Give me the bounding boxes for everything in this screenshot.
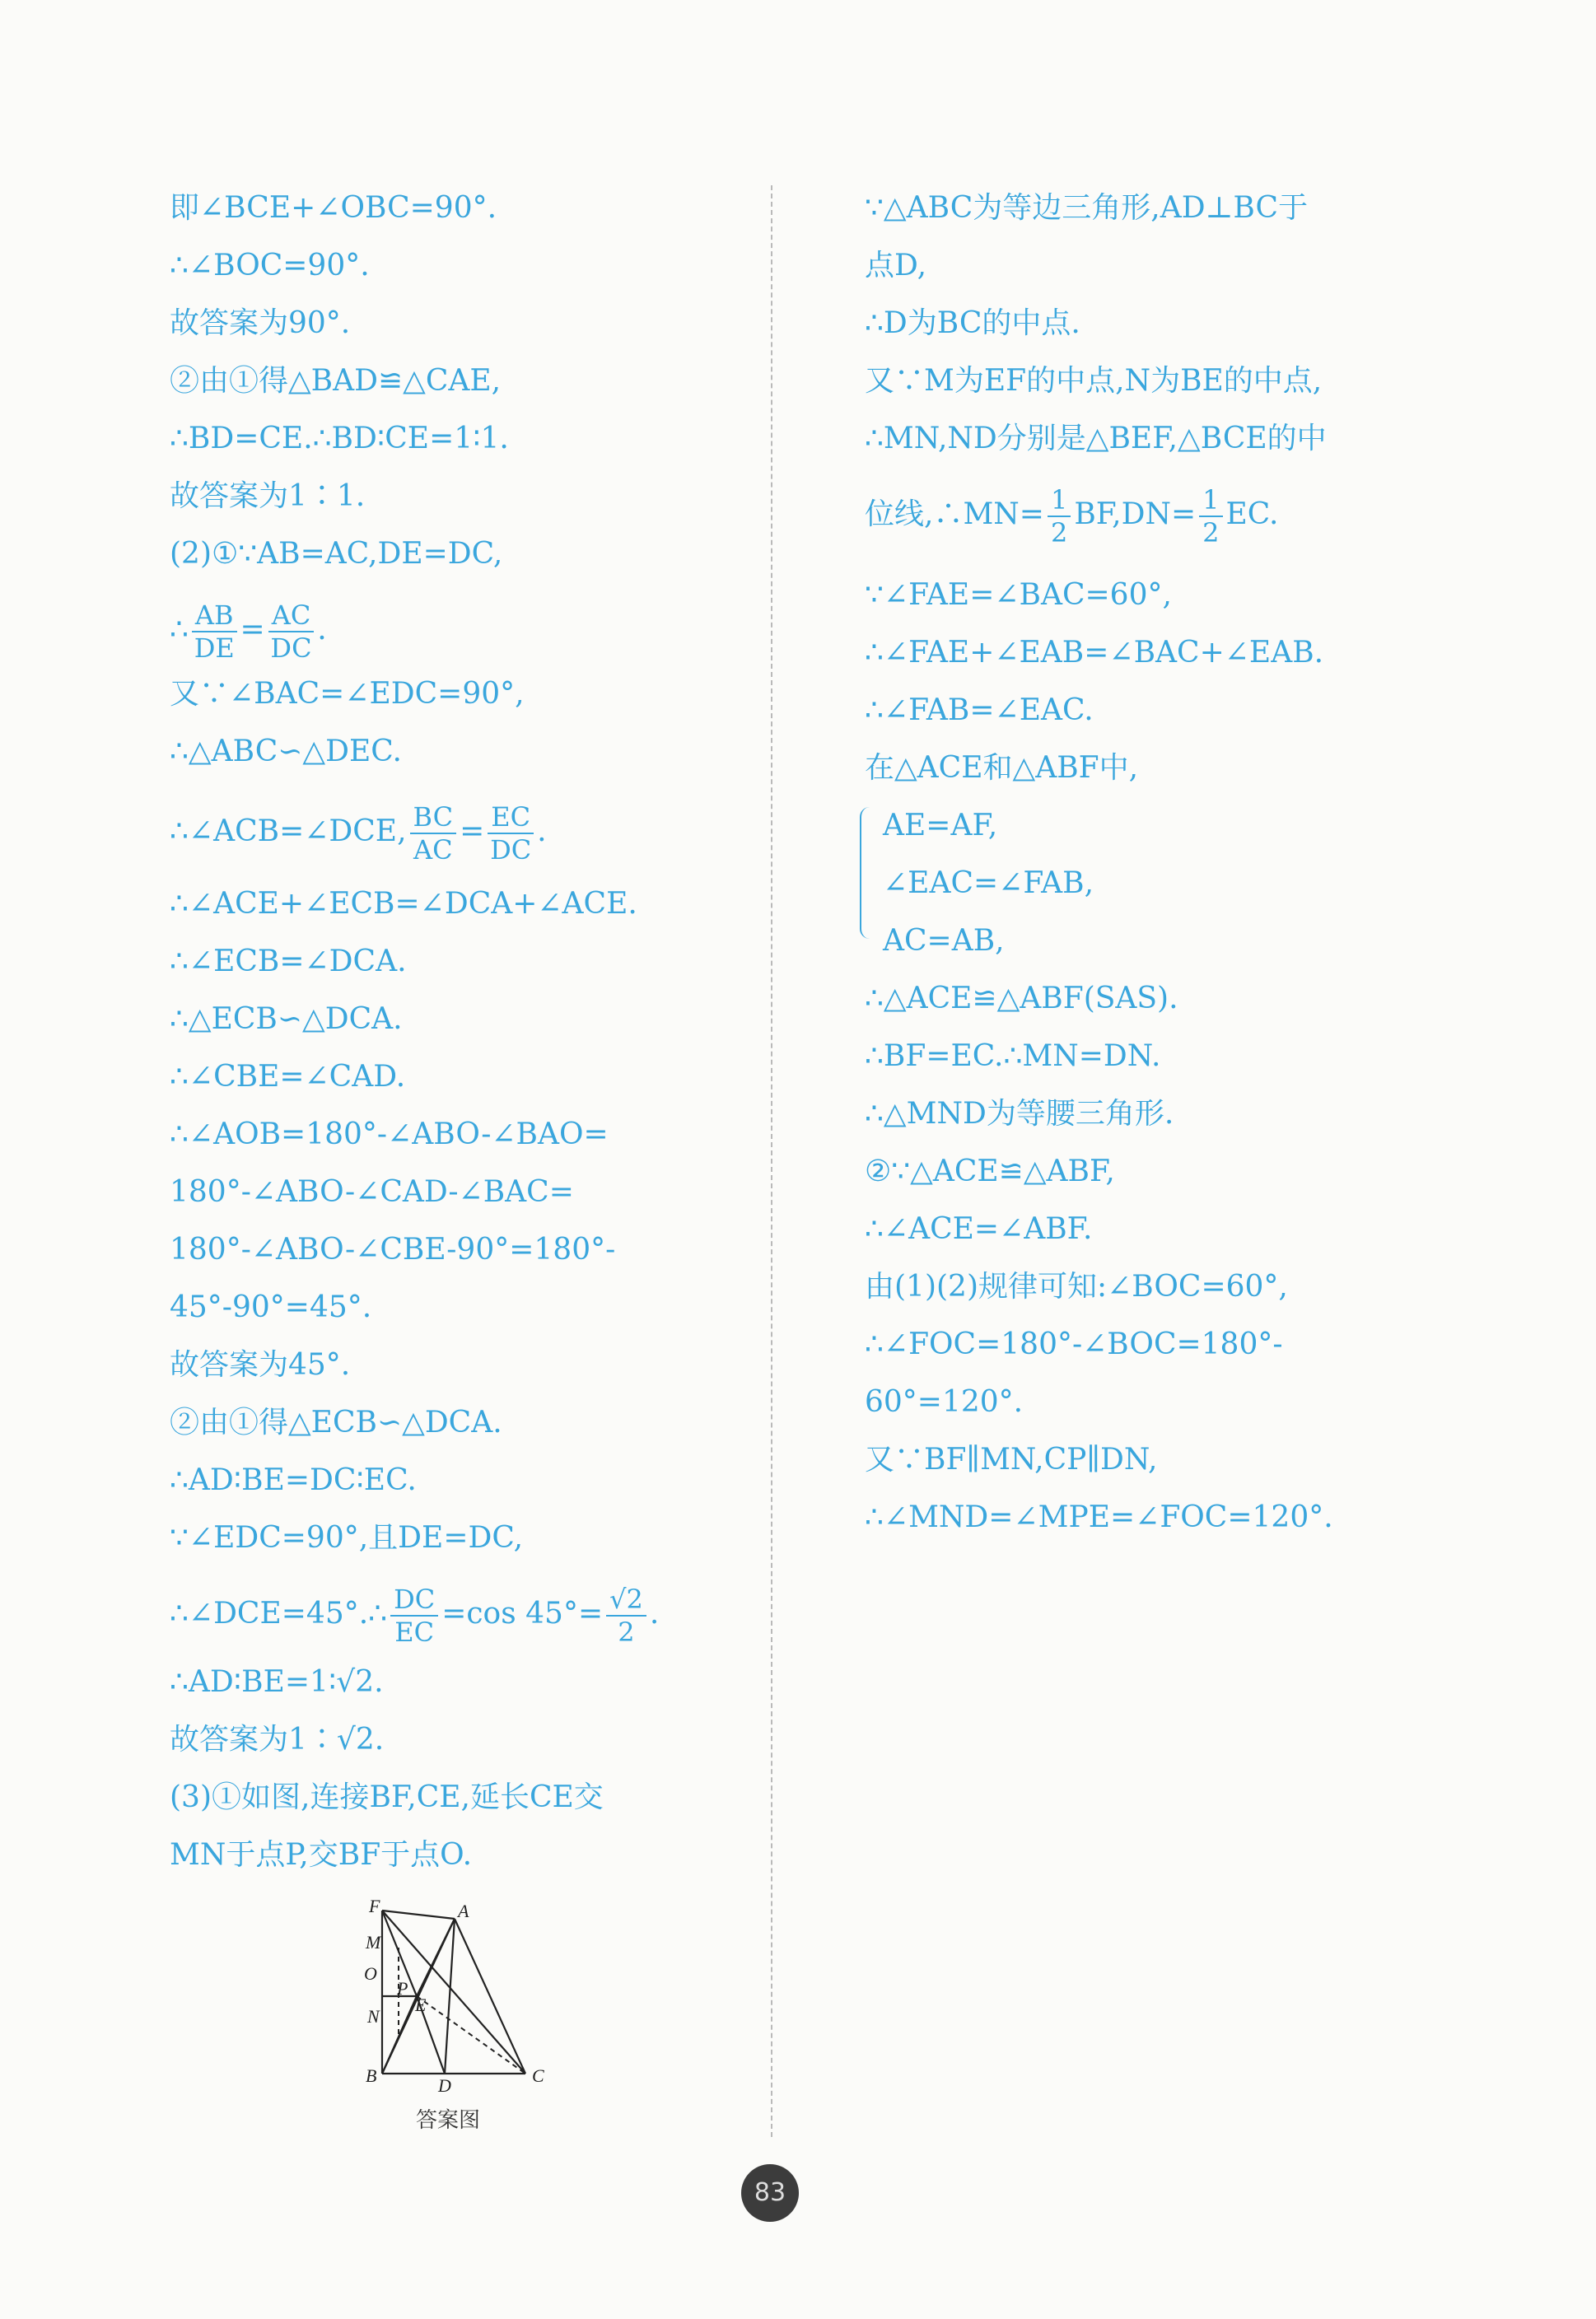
text-line: 故答案为1∶1. <box>170 479 366 513</box>
math-line <box>865 482 1278 548</box>
fraction-numerator: DC <box>390 1584 438 1617</box>
text-line: ∴BD=CE.∴BD∶CE=1∶1. <box>170 422 509 455</box>
fraction-denominator: EC <box>394 1617 435 1648</box>
fraction-numerator: AB <box>192 600 237 632</box>
text-segment: 位线,∴MN= <box>865 497 1044 531</box>
fraction <box>410 801 457 866</box>
text-line: ∵∠FAE=∠BAC=60°, <box>865 578 1172 612</box>
fraction-numerator: √2 <box>606 1584 646 1617</box>
fraction <box>390 1584 438 1648</box>
text-line: ∴∠FAE+∠EAB=∠BAC+∠EAB. <box>865 636 1324 670</box>
text-line: ∴∠MND=∠MPE=∠FOC=120°. <box>865 1500 1333 1534</box>
text-line: ∴△MND为等腰三角形. <box>865 1097 1174 1131</box>
text-line: (3)①如图,连接BF,CE,延长CE交 <box>170 1780 604 1814</box>
text-line: ∴AD∶BE=DC∶EC. <box>170 1463 417 1497</box>
text-line: 故答案为45°. <box>170 1348 351 1382</box>
fraction-numerator: AC <box>268 600 315 632</box>
text-line: ∴∠BOC=90°. <box>170 249 370 282</box>
fraction-denominator: DC <box>490 834 532 866</box>
figure-caption: 答案图 <box>416 2108 481 2133</box>
text-line: 点D, <box>865 249 927 282</box>
text-line: AE=AF, <box>883 809 998 842</box>
math-line <box>170 799 547 865</box>
fraction-numerator: EC <box>488 801 534 834</box>
text-line: ∴∠AOB=180°-∠ABO-∠BAO= <box>170 1118 609 1151</box>
point-label-b: B <box>366 2065 377 2086</box>
text-line: 又∵∠BAC=∠EDC=90°, <box>170 677 525 711</box>
fraction <box>268 600 315 664</box>
text-line: 180°-∠ABO-∠CBE-90°=180°- <box>170 1233 616 1267</box>
fraction-denominator: DC <box>270 632 312 664</box>
text-line: ∴BF=EC.∴MN=DN. <box>865 1039 1161 1073</box>
text-line: ∴D为BC的中点. <box>865 306 1080 340</box>
fraction-denominator: 2 <box>1050 517 1068 548</box>
math-line <box>170 1581 659 1647</box>
text-line: 即∠BCE+∠OBC=90°. <box>170 191 497 225</box>
text-segment: BF,DN= <box>1074 497 1197 531</box>
text-segment: ∴ <box>170 613 189 646</box>
fraction-numerator: 1 <box>1199 484 1222 517</box>
text-line: ∵∠EDC=90°,且DE=DC, <box>170 1521 524 1555</box>
fraction <box>1199 484 1222 548</box>
fraction-denominator: 2 <box>618 1617 635 1648</box>
text-line: (2)①∵AB=AC,DE=DC, <box>170 537 503 571</box>
text-segment: =cos 45°= <box>441 1597 604 1631</box>
fraction <box>606 1584 646 1648</box>
point-label-f: F <box>369 1896 380 1916</box>
fraction-numerator: 1 <box>1048 484 1071 517</box>
text-line: 故答案为1∶√2. <box>170 1723 385 1757</box>
text-line: ∴∠CBE=∠CAD. <box>170 1060 406 1094</box>
text-line: ②由①得△BAD≌△CAE, <box>170 364 502 398</box>
text-line: 故答案为90°. <box>170 306 351 340</box>
text-line: ∠EAC=∠FAB, <box>883 866 1094 900</box>
text-segment: . <box>537 814 547 848</box>
point-label-p: P <box>397 1978 408 1999</box>
text-line: ∴∠FAB=∠EAC. <box>865 693 1094 727</box>
point-label-n: N <box>367 2006 380 2027</box>
fraction <box>488 801 534 866</box>
text-line: ∴△ECB∽△DCA. <box>170 1002 403 1036</box>
point-label-o: O <box>364 1963 377 1984</box>
text-segment: = <box>240 613 265 646</box>
point-label-a: A <box>458 1901 469 1921</box>
fraction <box>1048 484 1071 548</box>
fraction-numerator: BC <box>410 801 457 834</box>
text-line: ∴∠ECB=∠DCA. <box>170 945 407 978</box>
text-line: 由(1)(2)规律可知:∠BOC=60°, <box>865 1270 1288 1304</box>
text-line: ∴∠FOC=180°-∠BOC=180°- <box>865 1327 1283 1361</box>
geometry-figure <box>346 1894 576 2092</box>
text-line: ②∵△ACE≌△ABF, <box>865 1155 1115 1188</box>
math-line <box>170 597 327 663</box>
text-line: ∵△ABC为等边三角形,AD⊥BC于 <box>865 191 1309 225</box>
point-label-c: C <box>532 2065 544 2086</box>
text-line: ∴∠ACE+∠ECB=∠DCA+∠ACE. <box>170 887 637 921</box>
text-segment: . <box>649 1597 660 1631</box>
text-segment: = <box>460 814 485 848</box>
point-label-d: D <box>438 2075 451 2092</box>
fraction-denominator: DE <box>194 632 235 664</box>
point-label-m: M <box>366 1932 381 1953</box>
text-segment: EC. <box>1225 497 1279 531</box>
text-segment: . <box>317 613 327 646</box>
text-line: 180°-∠ABO-∠CAD-∠BAC= <box>170 1175 574 1209</box>
point-label-e: E <box>415 1995 427 2015</box>
fraction-denominator: 2 <box>1202 517 1220 548</box>
text-line: MN于点P,交BF于点O. <box>170 1838 473 1872</box>
text-line: ∴AD∶BE=1∶√2. <box>170 1665 384 1699</box>
text-line: AC=AB, <box>883 924 1005 958</box>
text-segment: ∴∠ACB=∠DCE, <box>170 814 407 848</box>
text-line: 又∵M为EF的中点,N为BE的中点, <box>865 364 1323 398</box>
text-line: 又∵BF∥MN,CP∥DN, <box>865 1443 1158 1477</box>
text-line: 在△ACE和△ABF中, <box>865 751 1139 785</box>
text-line: ∴MN,ND分别是△BEF,△BCE的中 <box>865 422 1327 455</box>
text-line: ②由①得△ECB∽△DCA. <box>170 1406 502 1439</box>
text-line: ∴∠ACE=∠ABF. <box>865 1212 1093 1246</box>
text-line: ∴△ACE≌△ABF(SAS). <box>865 982 1178 1015</box>
system-brace <box>860 807 875 939</box>
fraction <box>192 600 237 664</box>
fraction-denominator: AC <box>413 834 453 866</box>
text-line: ∴△ABC∽△DEC. <box>170 735 402 768</box>
column-divider <box>771 185 772 2137</box>
text-line: 45°-90°=45°. <box>170 1290 372 1324</box>
text-line: 60°=120°. <box>865 1385 1024 1419</box>
text-segment: ∴∠DCE=45°.∴ <box>170 1597 388 1631</box>
page-number: 83 <box>741 2164 799 2222</box>
